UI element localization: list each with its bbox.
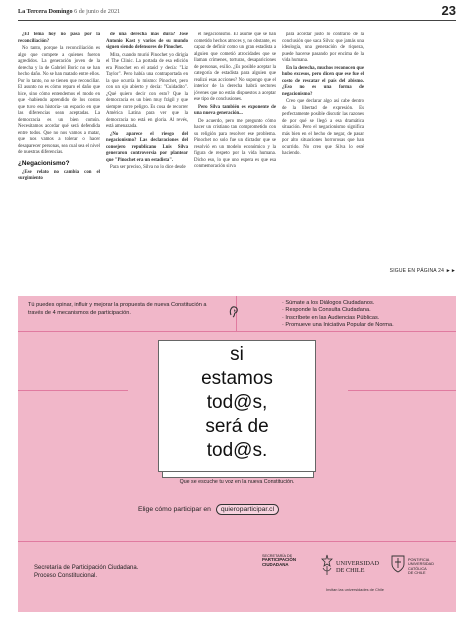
divider bbox=[348, 390, 456, 391]
column-3 bbox=[194, 32, 276, 290]
body-paragraph: Para ser preciso, Silva no lo dice desde bbox=[110, 165, 186, 170]
participation-item: · Inscríbete en las Audiencias Públicas. bbox=[282, 314, 380, 321]
article-columns bbox=[18, 32, 456, 290]
participation-item: · Súmate a los Diálogos Ciudadanos. bbox=[282, 300, 375, 306]
universidad-catolica-logo bbox=[390, 554, 448, 579]
headline-line: será de bbox=[205, 416, 269, 437]
interview-question: Pero Silva también es exponente de una nueva generación... bbox=[194, 104, 276, 116]
logo-text: CATÓLICA bbox=[408, 566, 427, 571]
column-4 bbox=[282, 32, 364, 290]
interview-question: ¿Ese relato no cambia con el surgimiento bbox=[18, 169, 100, 181]
logo-row bbox=[262, 554, 448, 594]
body-paragraph: De acuerdo, pero me pregunto cómo hacer un cristiano tan comprometido con su religión para resolver ese problema. Pinochet no solo fue un dictador que se resolvió en un modelo económico y la figura de respeto por la vida humana. Dicho eso, lo que uno espera es que esa conmemoración sirva bbox=[194, 118, 276, 169]
logo-text: SECRETARÍA DE bbox=[262, 554, 293, 558]
body-paragraph: el negacionismo. Él asume que se han cometido hechos atroces y, no obstante, es capaz de definir como un gran estadista a alguien que cometió atrocidades que se llaman crímenes, torturas, desapariciones de personas, exilio. ¿Es posible aceptar la categoría de estadista para alguien que realizó esas acciones? No supongo que el interior de la derecha habrá sectores jóvenes que no están dispuestos a aceptar ese tipo de conclusiones. bbox=[194, 32, 276, 102]
cta-text: Elige cómo participar en bbox=[138, 506, 211, 513]
headline-card bbox=[158, 340, 316, 470]
issue-date: 6 de junio de 2021 bbox=[74, 8, 121, 15]
logo-text: PONTIFICIA bbox=[408, 558, 430, 562]
participation-item: · Responde la Consulta Ciudadana. bbox=[282, 307, 371, 314]
logo-text: UNIVERSIDAD bbox=[336, 560, 380, 567]
participation-link[interactable]: quieroparticipar.cl bbox=[216, 504, 279, 515]
divider bbox=[18, 390, 128, 391]
sponsor-line: Proceso Constitucional. bbox=[34, 573, 98, 579]
masthead bbox=[18, 8, 120, 15]
participation-item: · Promueve una Iniciativa Popular de Norma. bbox=[282, 322, 394, 329]
interview-question: de una derecha más dura? José Antonio Kast y varios de su mundo siguen siendo defensores de Pinochet. bbox=[106, 32, 188, 50]
interview-question: ¿El tema hoy no pasa por la reconciliación? bbox=[18, 32, 100, 44]
participation-list bbox=[282, 300, 452, 330]
participacion-ciudadana-logo bbox=[262, 554, 312, 567]
headline-line: tod@s, bbox=[206, 392, 268, 413]
logo-text: PARTICIPACIÓN bbox=[262, 557, 296, 563]
body-paragraph: para acordar justo lo contrario de la conclusión que saca Silva: que jamás una ideología, una generación de riqueza, puede hacerse pasando por encima de la vida humana. bbox=[282, 32, 364, 63]
body-paragraph: Mira, cuando murió Pinochet yo dirigía el The Clinic. La portada de esa edición era Pinochet en el ataúd y decía: "Liz Taylor". Pero había una contraportada en la que ocurría lo mismo: Pinochet, pero con un ojo abierto y decía: "Cuidadito". ¿Qué quiero decir con esto? Que la democracia es un bien muy frágil y que siempre corre peligro. Es cosa de recorrer América Latina para ver que la democracia no está en gloria. Al revés, está amenazada. bbox=[106, 52, 188, 129]
column-1 bbox=[18, 32, 100, 290]
page-header bbox=[18, 4, 456, 21]
shield-icon bbox=[390, 554, 406, 574]
page-number: 23 bbox=[441, 3, 456, 18]
body-paragraph: Creo que declarar algo así cabe dentro de la libertad de expresión. Es perfectamente posible discutir las razones de por qué se llegó a esa dramática situación. Pero el negacionismo significa más bien en el hecho de negar, de pasar por alto situaciones horrorosas que han ocurrido. No creo que Silva lo esté haciendo. bbox=[282, 99, 364, 156]
sponsor-line: Secretaría de Participación Ciudadana. bbox=[34, 565, 139, 571]
interview-question: En la derecha, muchos reconocen que hubo excesos, pero dicen que ese fue el costo de rescatar el país del abismo. ¿Eso no es una forma de negacionismo? bbox=[282, 65, 364, 97]
body-paragraph: No tanto, porque la reconciliación es algo que compete a quienes fueron agredidos. La generación joven de la derecha y la de Gabriel Boric no se han hecho daño. No se han matado entre ellos. Por lo tanto, no se tienen que reconciliar. El asunto no es cómo reparo el daño que hice, sino cómo entendemos el modo en que -habiendo aprendido de los costos que tuvo esa historia- un espacio en que las diferencias sean aceptadas. La democracia es un bien común. Necesitamos acordar qué será defendida entre todos. Que no nos vamos a matar, que nos vamos a tolerar o hacer desaparecer personas, sea cual sea el nivel de nuestras diferencias. bbox=[18, 46, 100, 155]
headline-line: tod@s. bbox=[206, 440, 268, 461]
continued-link[interactable]: SIGUE EN PÁGINA 24 ►► bbox=[389, 268, 456, 274]
cta bbox=[138, 504, 279, 515]
section-heading: ¿Negacionismo? bbox=[18, 159, 70, 167]
headline-line: si bbox=[230, 344, 244, 365]
ear-icon bbox=[226, 304, 242, 320]
ad-sponsor bbox=[34, 564, 138, 580]
logo-text: DE CHILE bbox=[336, 567, 365, 574]
logo-text: DE CHILE bbox=[408, 571, 426, 576]
interview-question: ¿No aparece el riesgo del negacionismo? Las declaraciones del consejero republicano Luis Silva generaron controversia por plantear que "Pinochet era un estadista". bbox=[106, 131, 188, 163]
seal-icon bbox=[320, 554, 334, 576]
headline-line: estamos bbox=[201, 368, 273, 389]
invite-text: Invitan las universidades de Chile bbox=[326, 587, 384, 592]
headline-caption: Que se escuche tu voz en la nueva Constitución. bbox=[179, 479, 295, 485]
divider bbox=[18, 331, 456, 332]
column-2 bbox=[106, 32, 188, 290]
advertisement bbox=[18, 296, 456, 612]
paper-name: La Tercera Domingo bbox=[18, 8, 73, 15]
logo-text: CIUDADANA bbox=[262, 561, 289, 567]
logo-text: UNIVERSIDAD bbox=[408, 562, 434, 567]
divider bbox=[18, 541, 456, 542]
universidad-de-chile-logo bbox=[320, 554, 380, 581]
ad-intro-text: Tú puedes opinar, influir y mejorar la propuesta de nueva Constitución a través de 4 mecanismos de participación. bbox=[28, 302, 207, 316]
